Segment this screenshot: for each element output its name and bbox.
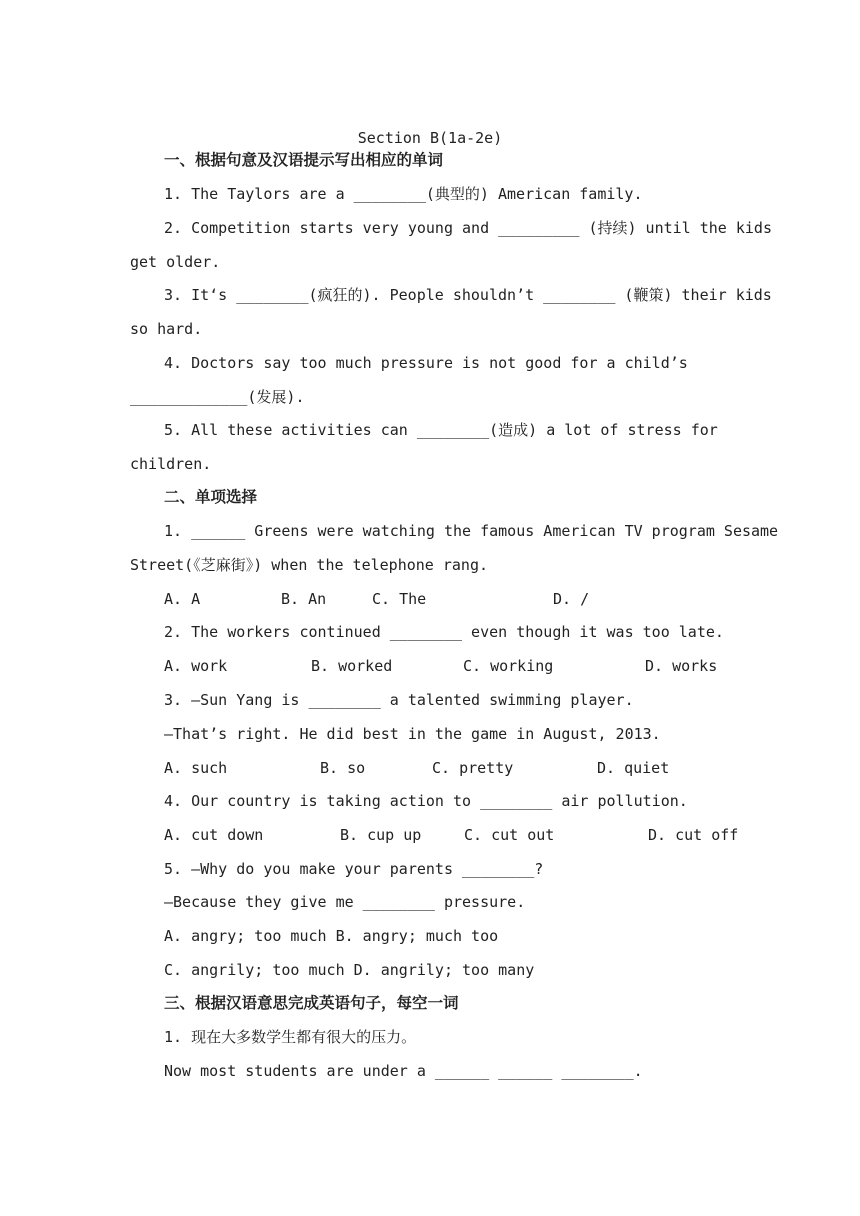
s2-question-2: 2. The workers continued ________ even though it was too late.	[164, 623, 724, 641]
page-title: Section B(1a-2e)	[357, 129, 503, 147]
s2-question-5-line1: 5. —Why do you make your parents ________?	[164, 860, 544, 878]
s2-question-1-line1: 1. ______ Greens were watching the famous American TV program Sesame	[164, 522, 779, 540]
s2-q1-option-b: B. An	[281, 590, 327, 608]
s2-q4-option-c: C. cut out	[464, 826, 555, 844]
s3-question-1-english: Now most students are under a ______ ______ ________.	[164, 1062, 643, 1080]
s2-q2-option-d: D. works	[645, 657, 718, 675]
s1-question-3-line2: so hard.	[130, 320, 203, 338]
s1-question-2-line2: get older.	[130, 253, 221, 271]
s1-question-4-line2: _____________(发展).	[130, 388, 305, 406]
section2-heading: 二、单项选择	[164, 488, 258, 506]
s2-q5-options-row2: C. angrily; too much D. angrily; too many	[164, 961, 535, 979]
s1-question-2-line1: 2. Competition starts very young and _________ (持续) until the kids	[164, 219, 772, 237]
s2-q2-option-b: B. worked	[311, 657, 393, 675]
s2-q3-option-c: C. pretty	[432, 759, 514, 777]
s2-q3-option-b: B. so	[320, 759, 366, 777]
s2-q4-option-a: A. cut down	[164, 826, 264, 844]
s1-question-1: 1. The Taylors are a ________(典型的) American family.	[164, 185, 643, 203]
section1-heading: 一、根据句意及汉语提示写出相应的单词	[164, 151, 444, 169]
section3-heading: 三、根据汉语意思完成英语句子，每空一词	[164, 994, 459, 1012]
s2-q1-option-d: D. /	[553, 590, 590, 608]
s2-q4-option-b: B. cup up	[340, 826, 422, 844]
s2-q5-options-row1: A. angry; too much B. angry; much too	[164, 927, 499, 945]
s2-q3-option-a: A. such	[164, 759, 228, 777]
s2-question-3-line1: 3. —Sun Yang is ________ a talented swimming player.	[164, 691, 634, 709]
s2-q2-option-a: A. work	[164, 657, 228, 675]
s2-question-5-line2: —Because they give me ________ pressure.	[164, 893, 526, 911]
s3-question-1-chinese: 1. 现在大多数学生都有很大的压力。	[164, 1028, 417, 1046]
s1-question-5-line1: 5. All these activities can ________(造成) a lot of stress for	[164, 421, 718, 439]
s2-q2-option-c: C. working	[463, 657, 554, 675]
s2-question-3-line2: —That’s right. He did best in the game in August, 2013.	[164, 725, 661, 743]
s2-q1-option-a: A. A	[164, 590, 201, 608]
s2-question-4: 4. Our country is taking action to ________ air pollution.	[164, 792, 688, 810]
s1-question-4-line1: 4. Doctors say too much pressure is not good for a child’s	[164, 354, 688, 372]
s1-question-3-line1: 3. It‘s ________(疯狂的). People shouldn’t ________ (鞭策) their kids	[164, 286, 772, 304]
s2-question-1-line2: Street(《芝麻街》) when the telephone rang.	[130, 556, 489, 574]
s2-q1-option-c: C. The	[372, 590, 427, 608]
s1-question-5-line2: children.	[130, 455, 212, 473]
s2-q4-option-d: D. cut off	[648, 826, 739, 844]
s2-q3-option-d: D. quiet	[597, 759, 670, 777]
